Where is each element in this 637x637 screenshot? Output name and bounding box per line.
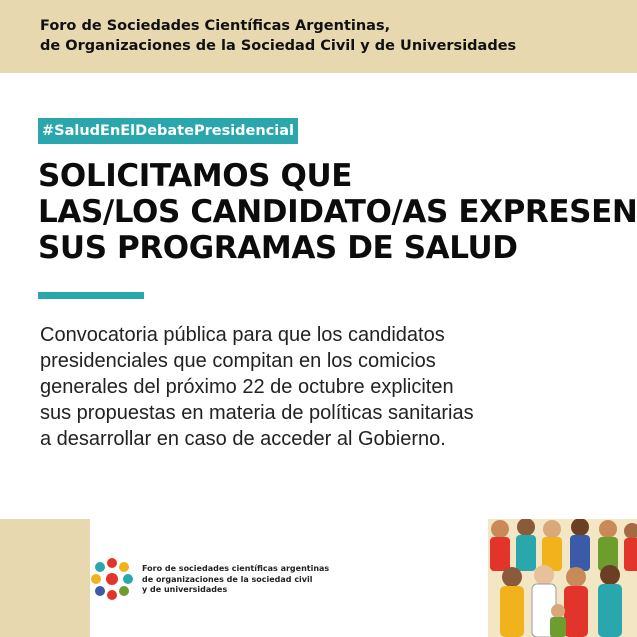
headline-line-2: LAS/LOS CANDIDATO/AS EXPRESEN — [38, 194, 637, 230]
body-paragraph — [40, 322, 580, 452]
org-header-line-2: de Organizaciones de la Sociedad Civil y de Universidades — [40, 38, 517, 54]
body-line-4: sus propuestas en materia de políticas sanitarias — [40, 402, 474, 424]
footer-logo-line-1: Foro de sociedades científicas argentinas — [142, 564, 330, 573]
org-header-line-1: Foro de Sociedades Científicas Argentinas, — [40, 18, 391, 34]
body-line-2: presidenciales que compitan en los comicios — [40, 350, 436, 372]
headline-line-3: SUS PROGRAMAS DE SALUD — [38, 230, 518, 266]
hashtag-badge: #SaludEnElDebatePresidencial — [38, 118, 298, 144]
footer-logo-line-3: y de universidades — [142, 585, 228, 594]
accent-divider — [38, 292, 144, 299]
footer-logo-line-2: de organizaciones de la sociedad civil — [142, 574, 313, 584]
body-line-1: Convocatoria pública para que los candidatos — [40, 324, 445, 346]
body-line-5: a desarrollar en caso de acceder al Gobierno. — [40, 428, 446, 450]
headline-line-1: SOLICITAMOS QUE — [38, 158, 353, 194]
footer-logo-text — [142, 564, 442, 596]
organization-header — [40, 16, 600, 56]
body-line-3: generales del próximo 22 de octubre expliciten — [40, 376, 454, 398]
headline — [38, 158, 637, 266]
people-circle-logo-icon — [90, 557, 134, 601]
crowd-of-people-illustration — [488, 519, 637, 637]
footer-logo-card — [90, 519, 488, 637]
